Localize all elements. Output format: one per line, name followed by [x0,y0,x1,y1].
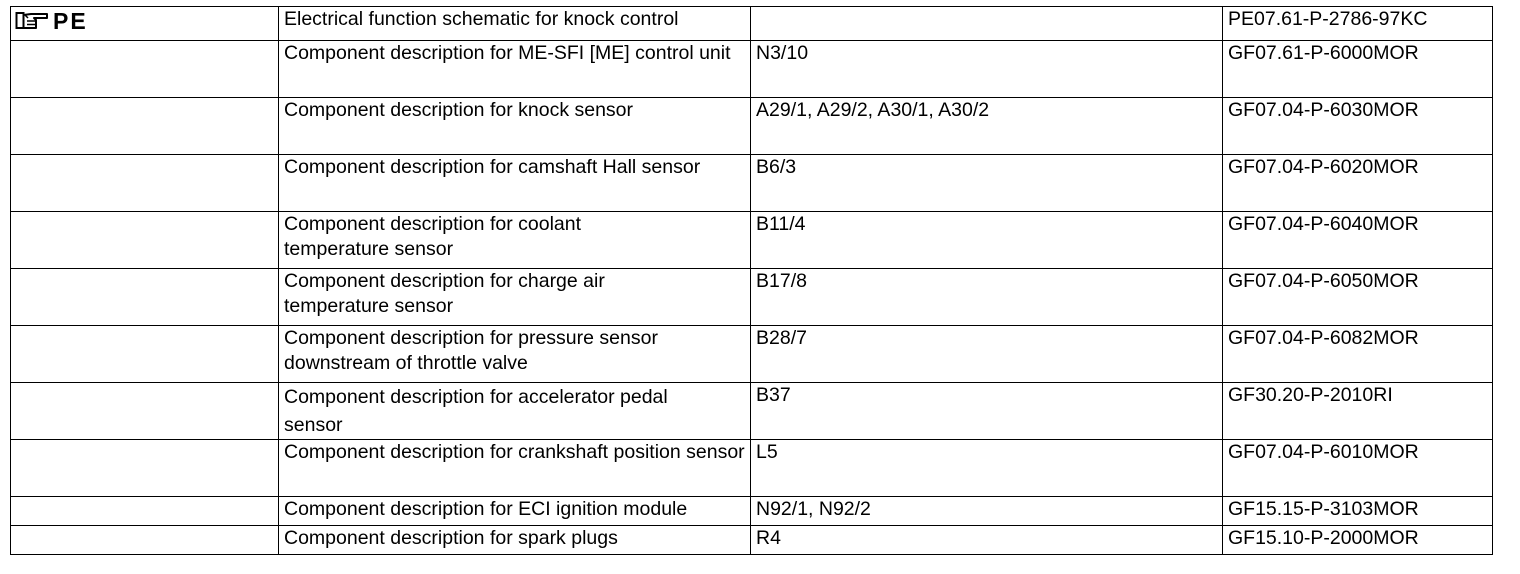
empty-cell [11,383,279,440]
description-cell: Component description for ECI ignition module [279,497,751,526]
component-cell: L5 [751,440,1223,497]
pe-label: PE [53,8,88,34]
empty-cell [11,98,279,155]
component-cell: R4 [751,526,1223,555]
empty-cell [11,497,279,526]
component-cell: B28/7 [751,326,1223,383]
component-cell: B11/4 [751,212,1223,269]
table-row [11,383,1493,440]
reference-table [10,6,1493,555]
empty-cell [11,440,279,497]
description-cell: Component description for spark plugs [279,526,751,555]
document-link[interactable]: GF07.04-P-6082MOR [1223,326,1493,383]
document-link[interactable]: GF15.10-P-2000MOR [1223,526,1493,555]
component-cell: A29/1, A29/2, A30/1, A30/2 [751,98,1223,155]
table-row [11,269,1493,326]
empty-cell [11,526,279,555]
table-row [11,41,1493,98]
document-link[interactable]: GF07.04-P-6050MOR [1223,269,1493,326]
table-row [11,440,1493,497]
description-cell: Electrical function schematic for knock control [279,7,751,41]
document-link[interactable]: GF07.61-P-6000MOR [1223,41,1493,98]
description-cell: Component description for crankshaft position sensor [279,440,751,497]
table-row [11,155,1493,212]
pointing-hand-icon [15,10,49,32]
document-link[interactable]: GF07.04-P-6030MOR [1223,98,1493,155]
description-cell: Component description for charge air temperature sensor [279,269,751,326]
document-link[interactable]: GF07.04-P-6020MOR [1223,155,1493,212]
empty-cell [11,212,279,269]
component-cell: N92/1, N92/2 [751,497,1223,526]
document-link[interactable]: GF15.15-P-3103MOR [1223,497,1493,526]
component-cell: B37 [751,383,1223,440]
description-cell: Component description for coolant temperature sensor [279,212,751,269]
empty-cell [11,155,279,212]
component-cell: B6/3 [751,155,1223,212]
document-link[interactable]: GF07.04-P-6040MOR [1223,212,1493,269]
description-cell: Component description for knock sensor [279,98,751,155]
document-link[interactable]: GF07.04-P-6010MOR [1223,440,1493,497]
description-cell: Component description for ME-SFI [ME] control unit [279,41,751,98]
pe-header-cell [11,7,279,41]
description-cell: Component description for accelerator pedal sensor [279,383,751,440]
component-cell [751,7,1223,41]
empty-cell [11,41,279,98]
description-cell: Component description for camshaft Hall sensor [279,155,751,212]
table-row [11,98,1493,155]
description-cell: Component description for pressure sensor downstream of throttle valve [279,326,751,383]
table-row [11,526,1493,555]
table-row [11,212,1493,269]
table-row [11,326,1493,383]
document-link[interactable]: PE07.61-P-2786-97KC [1223,7,1493,41]
document-link[interactable]: GF30.20-P-2010RI [1223,383,1493,440]
empty-cell [11,326,279,383]
empty-cell [11,269,279,326]
component-cell: B17/8 [751,269,1223,326]
component-cell: N3/10 [751,41,1223,98]
table-row [11,497,1493,526]
table-row [11,7,1493,41]
